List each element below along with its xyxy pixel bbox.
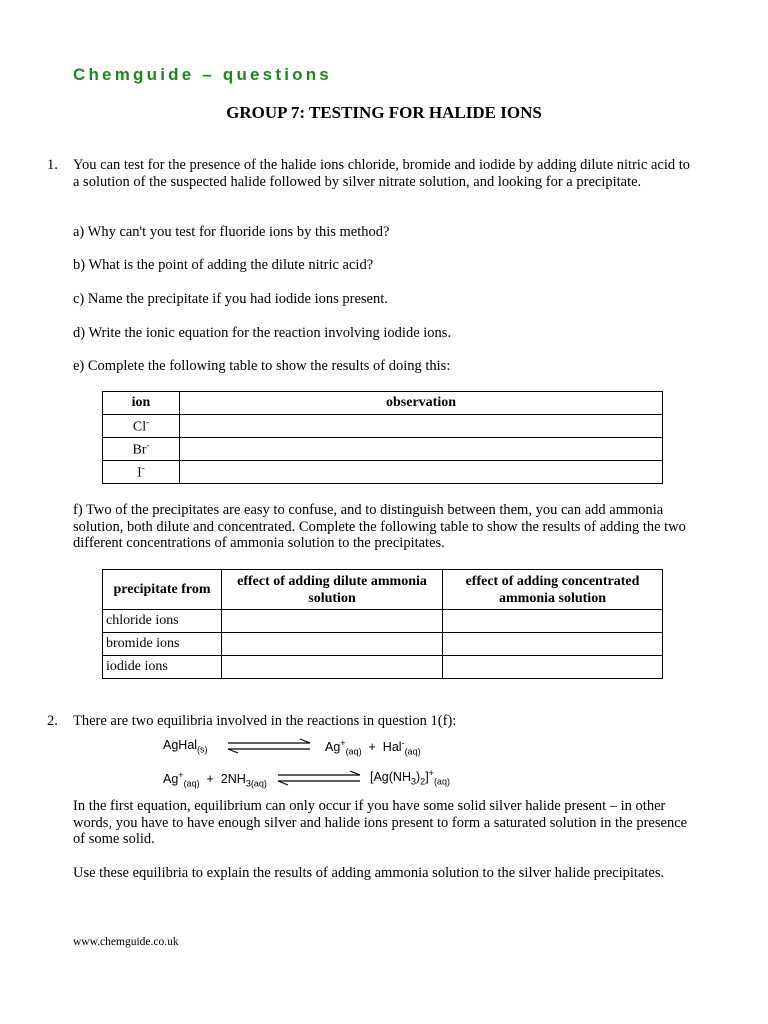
observation-cell[interactable] [180, 415, 663, 438]
eq1-plus: + [368, 740, 376, 755]
eq2-complex-state: (aq) [433, 776, 450, 787]
concentrated-effect-cell[interactable] [443, 633, 663, 656]
ammonia-effect-table [102, 569, 663, 679]
table-row [103, 415, 663, 438]
eq2-complex-open: [Ag(NH [370, 770, 411, 785]
dilute-effect-cell[interactable] [222, 633, 443, 656]
eq1-aghal: AgHal [163, 738, 198, 752]
ion-symbol: Cl [132, 419, 147, 435]
question-1f: f) Two of the precipitates are easy to confuse, and to distinguish between them, you can add ammonia solution, both dilute and concentrated. Complete the following table to show the results of adding the two different concentrations of ammonia solution to the precipitates. [73, 502, 686, 551]
header-precipitate: precipitate from [103, 570, 222, 610]
header-dilute-ammonia: effect of adding dilute ammonia solution [222, 570, 443, 610]
eq2-ammonia: 2NH [220, 772, 246, 787]
eq2-complex-sub2: 2 [420, 776, 426, 787]
ion-charge: - [146, 439, 150, 450]
observation-cell[interactable] [180, 461, 663, 484]
ion-cell [103, 415, 180, 438]
eq1-silver-ion: Ag [325, 740, 341, 755]
table-row [103, 461, 663, 484]
ion-charge: - [146, 416, 150, 427]
dilute-effect-cell[interactable] [222, 610, 443, 633]
equation-1-reactant [163, 738, 208, 755]
precipitate-cell: chloride ions [103, 610, 222, 633]
question-1-intro: You can test for the presence of the halide ions chloride, bromide and iodide by adding dilute nitric acid to a solution of the suspected halide followed by silver nitrate solution, and looking for a precipitate. [73, 157, 691, 190]
eq1-state-solid: (s) [197, 744, 208, 755]
question-1a: a) Why can't you test for fluoride ions by this method? [73, 224, 390, 240]
header-ion: ion [103, 392, 180, 415]
ion-cell [103, 438, 180, 461]
equilibrium-arrow-icon [226, 738, 312, 754]
table-header-row [103, 570, 663, 610]
ion-cell [103, 461, 180, 484]
table-row [103, 656, 663, 679]
question-1c: c) Name the precipitate if you had iodide ions present. [73, 291, 388, 307]
table-row [103, 633, 663, 656]
eq1-silver-state: (aq) [345, 746, 362, 757]
question-1b: b) What is the point of adding the dilute nitric acid? [73, 257, 374, 273]
question-2-intro: There are two equilibria involved in the reactions in question 1(f): [73, 713, 457, 729]
concentrated-effect-cell[interactable] [443, 656, 663, 679]
eq1-halide-charge: - [401, 738, 405, 748]
table-header-row [103, 392, 663, 415]
precipitate-cell: bromide ions [103, 633, 222, 656]
table-row [103, 610, 663, 633]
header-concentrated-ammonia: effect of adding concentrated ammonia solution [443, 570, 663, 610]
eq2-ammonia-state: 3(aq) [245, 778, 267, 789]
eq2-silver-state: (aq) [183, 778, 200, 789]
eq2-silver-ion: Ag [163, 772, 179, 787]
question-2-paragraph-1: In the first equation, equilibrium can only occur if you have some solid silver halide present – in other words, you have to have enough silver and halide ions present to form a saturated solution in the presence of some solid. [73, 798, 688, 847]
eq2-silver-charge: + [178, 770, 184, 780]
equilibrium-arrow-icon [276, 770, 362, 786]
observation-cell[interactable] [180, 438, 663, 461]
brand-heading: Chemguide – questions [73, 65, 332, 84]
equation-2-reactants [163, 770, 267, 789]
eq1-halide-ion: Hal [382, 740, 402, 755]
eq1-silver-charge: + [340, 738, 346, 748]
precipitate-cell: iodide ions [103, 656, 222, 679]
equation-2-product [370, 768, 450, 787]
ion-observation-table [102, 391, 663, 484]
ion-symbol: Br [132, 442, 147, 458]
eq2-complex-close: ] [425, 770, 429, 785]
ion-symbol: I [137, 465, 142, 481]
question-1d: d) Write the ionic equation for the reaction involving iodide ions. [73, 325, 452, 341]
eq2-plus: + [206, 772, 214, 787]
eq2-complex-charge: + [428, 768, 434, 778]
question-1-number: 1. [47, 157, 58, 173]
question-1e: e) Complete the following table to show the results of doing this: [73, 358, 451, 374]
question-2-paragraph-2: Use these equilibria to explain the results of adding ammonia solution to the silver halide precipitates. [73, 865, 665, 881]
eq2-complex-mid: ) [416, 770, 421, 785]
page-title: GROUP 7: TESTING FOR HALIDE IONS [226, 103, 542, 122]
footer-url: www.chemguide.co.uk [73, 936, 179, 948]
eq2-complex-sub3: 3 [410, 776, 416, 787]
question-2-number: 2. [47, 713, 58, 729]
concentrated-effect-cell[interactable] [443, 610, 663, 633]
ion-charge: - [141, 462, 145, 473]
eq1-halide-state: (aq) [404, 746, 421, 757]
dilute-effect-cell[interactable] [222, 656, 443, 679]
table-row [103, 438, 663, 461]
equation-1-products [325, 738, 421, 757]
header-observation: observation [180, 392, 663, 415]
